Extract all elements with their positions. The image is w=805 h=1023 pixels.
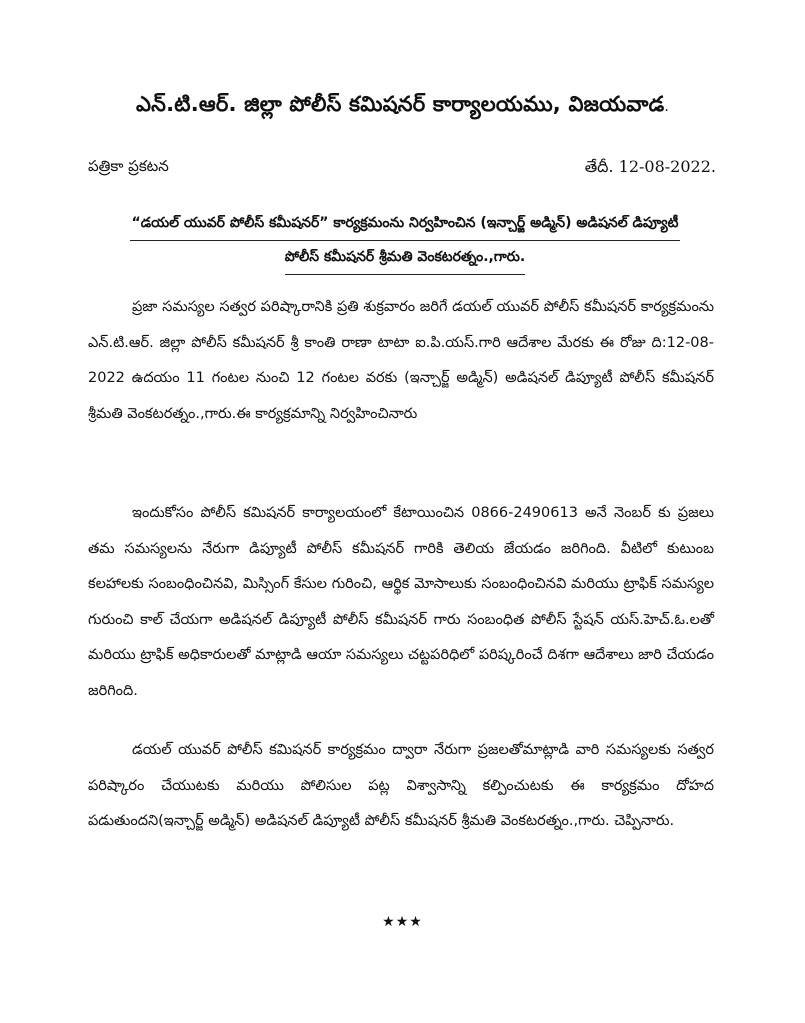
document-date: తేదీ. 12-08-2022.: [584, 157, 716, 176]
office-title-text: ఎన్.టి.ఆర్. జిల్లా పోలీస్ కమిషనర్ కార్యాలయము, విజయవాడ: [136, 92, 665, 116]
end-stars: ★★★: [382, 914, 423, 930]
body-paragraph-2: ఇందుకోసం పోలీస్ కమిషనర్ కార్యాలయంలో కేటాయించిన 0866-2490613 అనే నెంబర్ కు ప్రజలు తమ సమస్యలను నేరుగా డిప్యూటీ పోలీస్ కమీషనర్ గారికి తెలియ జేయడం జరిగింది. వీటిలో కుటుంబ కలహాలకు సంబంధించినవి, మిస్సింగ్ కేసుల గురించి, ఆర్థిక మోసాలుకు సంబంధించినవి మరియు ట్రాఫిక్ సమస్యల గురుంచి కాల్ చేయగా అడిషనల్ డిప్యూటీ పోలీస్ కమీషనర్ గారు సంబంధిత పోలీస్ స్టేషన్ యస్.హెచ్.ఓ.లతో మరియు ట్రాఫిక్ అధికారులతో మాట్లాడి ఆయా సమస్యలు చట్టపరిధిలో పరిష్కరించే దిశగా ఆదేశాలు జారి చేయడం జరిగింది.: [88, 505, 714, 699]
document-type: పత్రికా ప్రకటన: [88, 157, 169, 175]
office-title: [0, 92, 805, 122]
press-heading: [80, 207, 730, 275]
body-paragraph-3: డయల్ యువర్ పోలీస్ కమిషనర్ కార్యక్రమం ద్వారా నేరుగా ప్రజలతోమాట్లాడి వారి సమస్యలకు సత్వర పరిష్కారం చేయుటకు మరియు పోలిసుల పట్ల విశ్వాసాన్ని కల్పించుటకు ఈ కార్యక్రమం దోహద పడుతుందని(ఇన్చార్జ్ అడ్మిన్) అడిషనల్ డిప్యూటీ పోలీస్ కమీషనర్ శ్రీమతి వెంకటరత్నం.,గారు. చెప్పినారు.: [88, 742, 714, 829]
office-title-dot: .: [664, 99, 669, 115]
heading-line-2: పోలీస్ కమీషనర్ శ్రీమతి వెంకటరత్నం.,గారు.: [285, 241, 525, 275]
heading-line-1: “డయల్ యువర్ పోలీస్ కమీషనర్” కార్యక్రమంను నిర్వహించిన (ఇన్చార్జ్ అడ్మిన్) అడిషనల్ డిప్యూటీ: [130, 207, 681, 241]
body-paragraph-1: ప్రజా సమస్యల సత్వర పరిష్కారానికి ప్రతి శుక్రవారం జరిగే డయల్ యువర్ పోలీస్ కమీషనర్ కార్యక్రమంను ఎన్.టి.ఆర్. జిల్లా పోలీస్ కమీషనర్ శ్రీ కాంతి రాణా టాటా ఐ.పి.యస్.గారి ఆదేశాల మేరకు ఈ రోజు ది:12-08-2022 ఉదయం 11 గంటల నుంచి 12 గంటల వరకు (ఇన్చార్జ్ అడ్మిన్) అడిషనల్ డిప్యూటీ పోలీస్ కమీషనర్ శ్రీమతి వెంకటరత్నం.,గారు.ఈ కార్యక్రమాన్ని నిర్వహించినారు: [88, 299, 714, 422]
